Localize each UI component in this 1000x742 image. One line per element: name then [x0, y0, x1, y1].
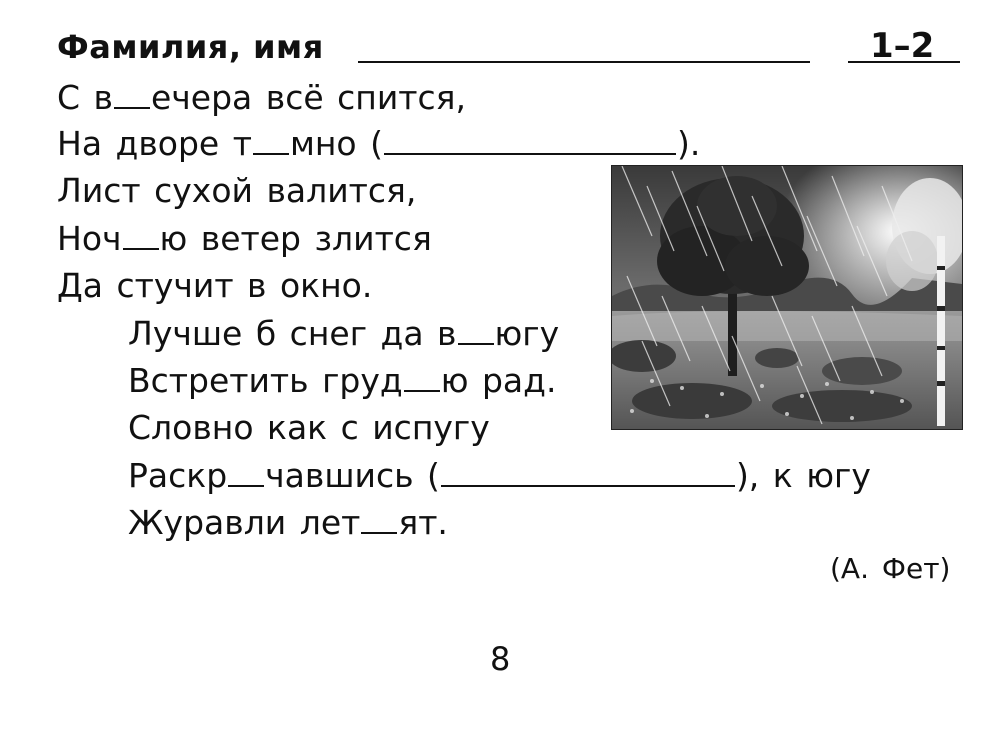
answer-blank[interactable]: [384, 151, 676, 155]
fill-in-blank[interactable]: [123, 246, 159, 250]
fill-in-blank[interactable]: [228, 483, 264, 487]
fill-in-blank[interactable]: [458, 341, 494, 345]
page-number: 8: [490, 640, 511, 678]
line-text: чавшись (: [265, 456, 440, 495]
poem-line-4: [57, 219, 432, 258]
name-label: Фамилия, имя: [57, 28, 324, 66]
poem-line-10: [128, 503, 448, 542]
line-text: Словно как с испугу: [128, 408, 490, 447]
answer-blank[interactable]: [441, 483, 735, 487]
line-text: Раскр: [128, 456, 228, 495]
poem-line-7: [128, 361, 557, 400]
line-text: ).: [676, 124, 701, 163]
poem-author: (А. Фет): [830, 552, 951, 585]
worksheet-code: 1–2: [870, 26, 935, 66]
poem-line-5: [57, 266, 373, 305]
fill-in-blank[interactable]: [404, 388, 440, 392]
code-underline: [848, 61, 960, 63]
line-text: ю ветер злится: [159, 219, 432, 258]
line-text: ечера всё спится,: [150, 78, 467, 117]
line-text: Журавли лет: [128, 503, 361, 542]
line-text: На дворе т: [57, 124, 252, 163]
line-text: Лист сухой валится,: [57, 171, 417, 210]
line-text: Встретить груд: [128, 361, 403, 400]
line-text: Лучше б снег да в: [128, 314, 457, 353]
fill-in-blank[interactable]: [361, 530, 397, 534]
poem-line-3: [57, 171, 417, 210]
line-text: ю рад.: [440, 361, 557, 400]
line-text: мно (: [289, 124, 383, 163]
line-text: Ноч: [57, 219, 122, 258]
fill-in-blank[interactable]: [253, 151, 289, 155]
poem-line-1: [57, 78, 467, 117]
rainy-landscape-illustration: [611, 165, 963, 430]
line-text: С в: [57, 78, 113, 117]
line-text: Да стучит в окно.: [57, 266, 373, 305]
line-text: ), к югу: [735, 456, 871, 495]
line-text: югу: [494, 314, 560, 353]
poem-line-9: [128, 456, 871, 495]
line-text: ят.: [398, 503, 448, 542]
poem-line-2: [57, 124, 701, 163]
fill-in-blank[interactable]: [114, 105, 150, 109]
poem-line-8: [128, 408, 490, 447]
name-field-line[interactable]: [358, 61, 810, 63]
poem-line-6: [128, 314, 560, 353]
